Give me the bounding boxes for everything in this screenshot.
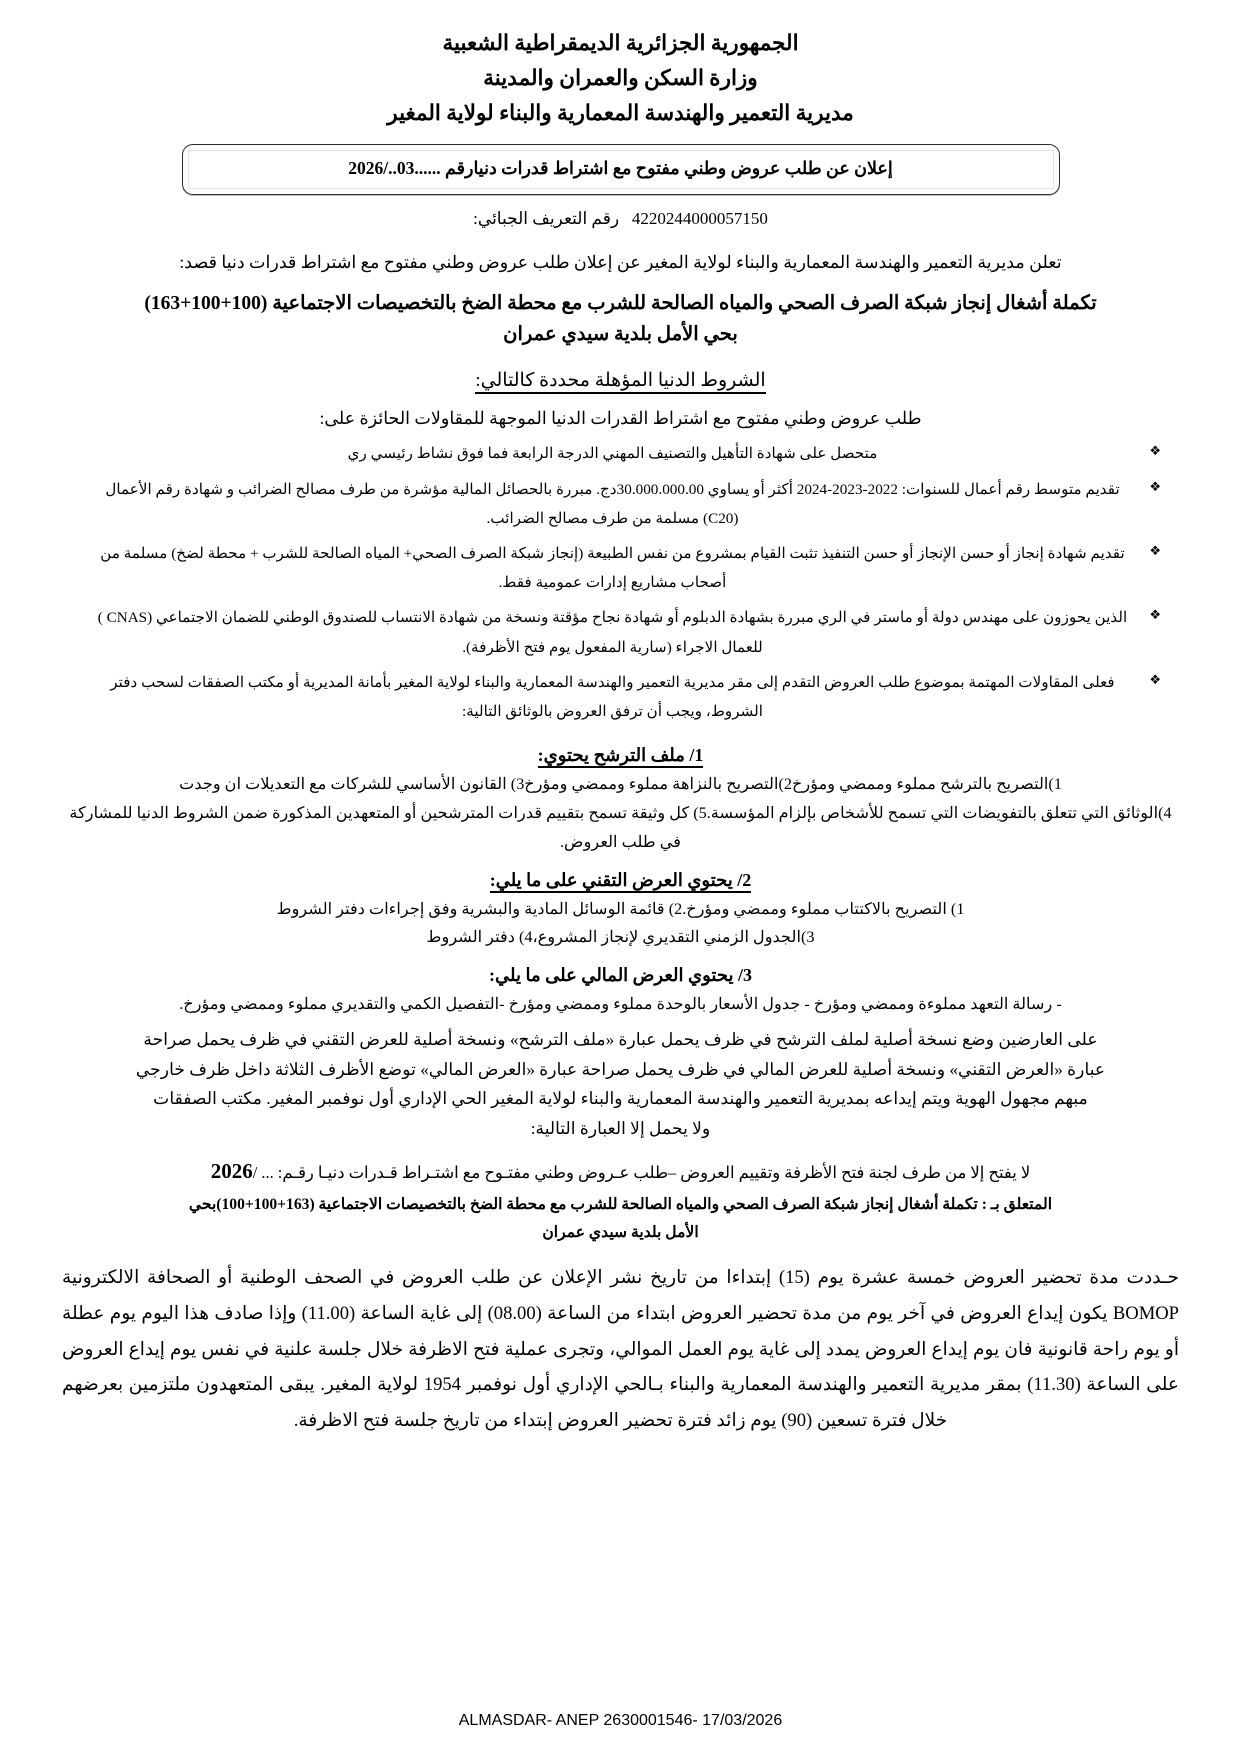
document-header [62,26,1179,130]
section-financial-line-1: - رسالة التعهد مملوءة وممضي ومؤرخ - جدول الأسعار بالوحدة مملوء وممضي ومؤرخ -التفصيل الكمي والتقديري مملوء وممضي ومؤرخ. [179,995,1062,1014]
condition-text: تقديم شهادة إنجاز أو حسن الإنجاز أو حسن التنفيذ تثبت القيام بمشروع من نفس الطبيعة (إنجاز شبكة الصرف الصحي+ المياه الصالحة للشرب + محطة لضخ) مسلمة من أصحاب مشاريع إدارات عمومية فقط. [100,545,1125,592]
diamond-bullet-icon: ❖ [1149,478,1161,494]
deadline-paragraph: حـددت مدة تحضير العروض خمسة عشرة يوم (15) إبتداءا من تاريخ نشر الإعلان عن طلب العروض في الصحف الوطنية أو الصحافة الالكترونية BOMOP يكون إيداع العروض في آخر يوم من مدة تحضير العروض ابتداء من الساعة (08.00) إلى غاية الساعة (11.00) وإذا صادف هذا اليوم يوم عطلة أو يوم راحة قانونية فان يوم إيداع العروض يمدد إلى غاية يوم العمل الموالي، وتجرى عملية فتح الاظرفة خلال جلسة علنية في نفس يوم إيداع العروض على الساعة (11.30) بمقر مديرية التعمير والهندسة المعمارية والبناء بـالحي الإداري أول نوفمبر 1954 لولاية المغير. يبقى المتعهدون ملتزمين بعرضهم خلال فترة تسعين (90) يوم زائد فترة تحضير العروض إبتداء من تاريخ جلسة فتح الاظرفة. [62,1267,1179,1432]
condition-text: متحصل على شهادة التأهيل والتصنيف المهني الدرجة الرابعة فما فوق نشاط رئيسي ري [347,445,878,463]
tax-number: 4220244000057150 [631,209,768,229]
section-heading-financial-offer [62,965,1179,986]
condition-text: الذين يحوزون على مهندس دولة أو ماستر في الري مبررة بشهادة الدبلوم أو شهادة نجاح مؤقتة ونسخة من شهادة الانتساب للصندوق الوطني للضمان الاجتماعي (CNAS ) للعمال الاجراء (سارية المفعول يوم فتح الأظرفة). [97,609,1128,656]
conditions-title [62,368,1179,395]
section-heading-text: 2/ يحتوي العرض التقني على ما يلي: [490,870,752,893]
conditions-list [62,439,1179,732]
tax-identification-line [62,209,1179,229]
header-line-country: الجمهورية الجزائرية الديمقراطية الشعبية [442,31,799,55]
envelope-marking-line-2: المتعلق بـ : تكملة أشغال إنجاز شبكة الصرف الصحي والمياه الصالحة للشرب مع محطة الضخ بالتخصيصات الاجتماعية (163+100+100)بحي [188,1195,1053,1213]
envelope-marking-line-1 [62,1153,1179,1190]
announcement-box [182,144,1060,195]
section-candidacy-line-2: 4)الوثائق التي تتعلق بالتفويضات التي تسمح للأشخاص بإلزام المؤسسة.5) كل وثيقة تسمح بتقييم قدرات المترشحين أو المتعهدين المذكورة ضمن الشروط الدنيا للمشاركة في طلب العروض. [69,804,1172,851]
envelope-marking-year: 2026 [210,1159,253,1184]
list-item [62,539,1179,597]
header-line-ministry: وزارة السكن والعمران والمدينة [483,65,758,90]
envelope-line-3: مبهم مجهول الهوية ويتم إيداعه بمديرية التعمير والهندسة المعمارية والبناء لولاية المغير الحي الإداري أول نوفمبر المغير. مكتب الصفقات [153,1089,1088,1109]
list-item [62,439,1179,468]
diamond-bullet-icon: ❖ [1149,543,1161,559]
section-technical-line-2: 3)الجدول الزمني التقديري لإنجاز المشروع،4) دفتر الشروط [426,928,815,947]
envelope-line-2: عبارة «العرض التقني» ونسخة أصلية للعرض المالي في ظرف يحمل صراحة عبارة «العرض المالي» توضع الأظرف الثلاثة داخل ظرف خارجي [135,1059,1106,1079]
condition-text: تقديم متوسط رقم أعمال للسنوات: 2022-2023-2024 أكثر أو يساوي 30.000.000.00دج. مبررة بالحصائل المالية مؤشرة من طرف مصالح الضرائب و شهادة رقم الأعمال (C20) مسلمة من طرف مصالح الضرائب. [105,480,1120,527]
project-subject [62,288,1179,351]
section-heading-technical-offer [62,870,1179,891]
envelope-marking-prefix: لا يفتح إلا من طرف لجنة فتح الأظرفة وتقييم العروض –طلب عـروض وطني مفتـوح مع اشتـراط قـدرات دنيـا رقـم: ... / [252,1163,1031,1183]
envelope-instructions [62,1025,1179,1143]
section-heading-candidacy-file [62,745,1179,766]
list-item [62,668,1179,726]
section-candidacy-line-1: 1)التصريح بالترشح مملوء وممضي ومؤرخ2)التصريح بالنزاهة مملوء وممضي ومؤرخ3) القانون الأساسي للشركات مع التعديلات ان وجدت [179,775,1062,794]
project-subject-line-1: تكملة أشغال إنجاز شبكة الصرف الصحي والمياه الصالحة للشرب مع محطة الضخ بالتخصيصات الاجتماعية (100+100+163) [144,292,1097,314]
conditions-title-text: الشروط الدنيا المؤهلة محددة كالتالي: [475,370,765,394]
diamond-bullet-icon: ❖ [1149,443,1161,459]
section-heading-text: 1/ ملف الترشح يحتوي: [538,745,704,768]
condition-text: فعلى المقاولات المهتمة بموضوع طلب العروض التقدم إلى مقر مديرية التعمير والهندسة المعمارية والبناء لولاية المغير بأمانة المديرية أو مكتب الصفقات لسحب دفتر الشروط، ويجب أن ترفق العروض بالوثائق التالية: [110,673,1115,720]
section-technical-line-1: 1) التصريح بالاكتتاب مملوء وممضي ومؤرخ.2) قائمة الوسائل المادية والبشرية وفق إجراءات دفتر الشروط [276,899,965,918]
document-footer: ALMASDAR- ANEP 2630001546- 17/03/2026 [458,1712,783,1729]
envelope-marking-line-3: الأمل بلدية سيدي عمران [542,1223,699,1241]
conditions-lead: طلب عروض وطني مفتوح مع اشتراط القدرات الدنيا الموجهة للمقاولات الحائزة على: [319,408,922,429]
envelope-line-4: ولا يحمل إلا العبارة التالية: [530,1118,711,1138]
announcement-title: إعلان عن طلب عروض وطني مفتوح مع اشتراط قدرات دنيارقم ......03../2026 [188,150,1054,189]
intro-paragraph: تعلن مديرية التعمير والهندسة المعمارية والبناء لولاية المغير عن إعلان طلب عروض وطني مفتوح مع اشتراط قدرات دنيا قصد: [179,252,1062,273]
project-subject-line-2: بحي الأمل بلدية سيدي عمران [503,324,738,346]
envelope-marking-block [62,1153,1179,1246]
list-item [62,603,1179,661]
tax-label: رقم التعريف الجبائي: [473,209,620,229]
list-item [62,475,1179,533]
diamond-bullet-icon: ❖ [1149,671,1161,687]
envelope-line-1: على العارضين وضع نسخة أصلية لملف الترشح في ظرف يحمل عبارة «ملف الترشح» ونسخة أصلية للعرض التقني في ظرف يحمل صراحة [143,1030,1098,1050]
diamond-bullet-icon: ❖ [1149,607,1161,623]
section-heading-text: 3/ يحتوي العرض المالي على ما يلي: [489,965,752,986]
header-line-directorate: مديرية التعمير والهندسة المعمارية والبناء لولاية المغير [387,100,854,125]
